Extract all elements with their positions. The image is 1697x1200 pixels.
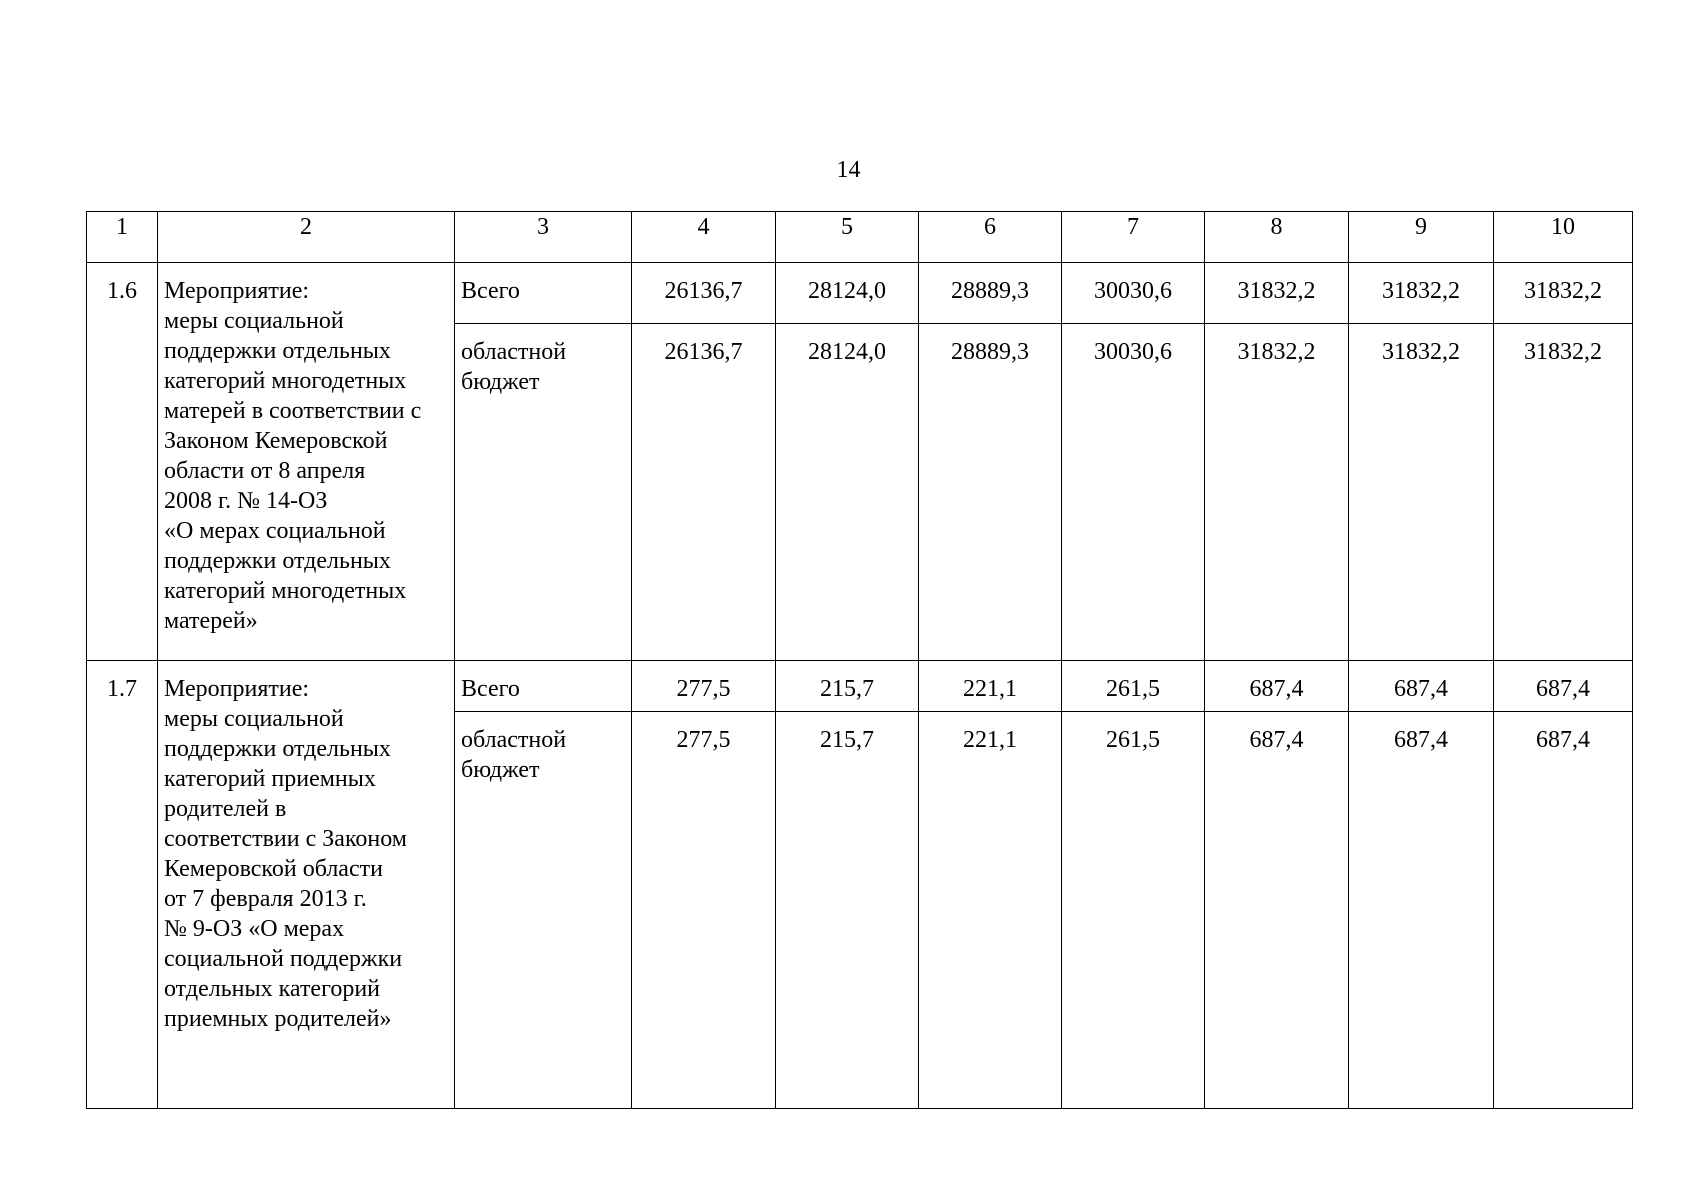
value-cell: 30030,6	[1062, 263, 1205, 324]
description-line: категорий многодетных	[164, 368, 407, 394]
value-cell: 215,7	[776, 712, 919, 1109]
description-line: социальной поддержки	[164, 946, 403, 972]
description-line: поддержки отдельных	[164, 736, 391, 762]
value-cell: 28889,3	[919, 263, 1062, 324]
description-line: поддержки отдельных	[164, 548, 391, 574]
value-cell: 31832,2	[1349, 324, 1494, 661]
funding-source	[455, 324, 632, 661]
header-cell: 8	[1205, 212, 1349, 263]
value-cell: 221,1	[919, 712, 1062, 1109]
value-cell: 30030,6	[1062, 324, 1205, 661]
funding-source	[455, 712, 632, 1109]
header-cell: 10	[1494, 212, 1633, 263]
value-cell: 277,5	[632, 712, 776, 1109]
header-cell: 3	[455, 212, 632, 263]
description-line: поддержки отдельных	[164, 338, 391, 364]
description-line: 2008 г. № 14-ОЗ	[164, 488, 328, 514]
header-cell: 9	[1349, 212, 1494, 263]
funding-source-line: Всего	[461, 676, 520, 702]
funding-source-line: Всего	[461, 278, 520, 304]
description-line: Мероприятие:	[164, 278, 310, 304]
budget-table	[86, 211, 1633, 1109]
value-cell: 261,5	[1062, 661, 1205, 712]
value-cell: 31832,2	[1494, 324, 1633, 661]
description-line: меры социальной	[164, 706, 344, 732]
description-line: отдельных категорий	[164, 976, 381, 1002]
value-cell: 687,4	[1494, 712, 1633, 1109]
value-cell: 261,5	[1062, 712, 1205, 1109]
value-cell: 31832,2	[1205, 324, 1349, 661]
header-cell: 2	[158, 212, 455, 263]
row-number: 1.6	[87, 263, 158, 661]
description-line: категорий многодетных	[164, 578, 407, 604]
value-cell: 687,4	[1205, 661, 1349, 712]
description-line: от 7 февраля 2013 г.	[164, 886, 367, 912]
value-cell: 687,4	[1494, 661, 1633, 712]
description-line: матерей»	[164, 608, 258, 634]
value-cell: 277,5	[632, 661, 776, 712]
description-line: меры социальной	[164, 308, 344, 334]
measure-description	[158, 661, 455, 1109]
description-line: категорий приемных	[164, 766, 376, 792]
value-cell: 31832,2	[1349, 263, 1494, 324]
header-row	[87, 212, 1633, 263]
description-line: «О мерах социальной	[164, 518, 386, 544]
measure-description	[158, 263, 455, 661]
header-cell: 7	[1062, 212, 1205, 263]
value-cell: 28124,0	[776, 324, 919, 661]
value-cell: 687,4	[1349, 712, 1494, 1109]
funding-source-line: бюджет	[461, 369, 540, 395]
value-cell: 215,7	[776, 661, 919, 712]
description-line: родителей в	[164, 796, 287, 822]
funding-source-line: областной	[461, 339, 567, 365]
description-line: соответствии с Законом	[164, 826, 407, 852]
header-cell: 5	[776, 212, 919, 263]
description-line: приемных родителей»	[164, 1006, 392, 1032]
description-line: области от 8 апреля	[164, 458, 366, 484]
header-cell: 6	[919, 212, 1062, 263]
header-cell: 4	[632, 212, 776, 263]
value-cell: 31832,2	[1205, 263, 1349, 324]
description-line: Законом Кемеровской	[164, 428, 388, 454]
description-line: матерей в соответствии с	[164, 398, 422, 424]
description-line: Мероприятие:	[164, 676, 310, 702]
description-line: Кемеровской области	[164, 856, 383, 882]
value-cell: 31832,2	[1494, 263, 1633, 324]
value-cell: 221,1	[919, 661, 1062, 712]
funding-source	[455, 263, 632, 324]
header-cell: 1	[87, 212, 158, 263]
page-number: 14	[836, 157, 861, 183]
funding-source-line: бюджет	[461, 757, 540, 783]
table-row	[87, 263, 1633, 324]
value-cell: 26136,7	[632, 263, 776, 324]
value-cell: 687,4	[1205, 712, 1349, 1109]
value-cell: 687,4	[1349, 661, 1494, 712]
value-cell: 26136,7	[632, 324, 776, 661]
description-line: № 9-ОЗ «О мерах	[164, 916, 345, 942]
row-number: 1.7	[87, 661, 158, 1109]
funding-source	[455, 661, 632, 712]
value-cell: 28124,0	[776, 263, 919, 324]
funding-source-line: областной	[461, 727, 567, 753]
value-cell: 28889,3	[919, 324, 1062, 661]
table-row	[87, 661, 1633, 712]
